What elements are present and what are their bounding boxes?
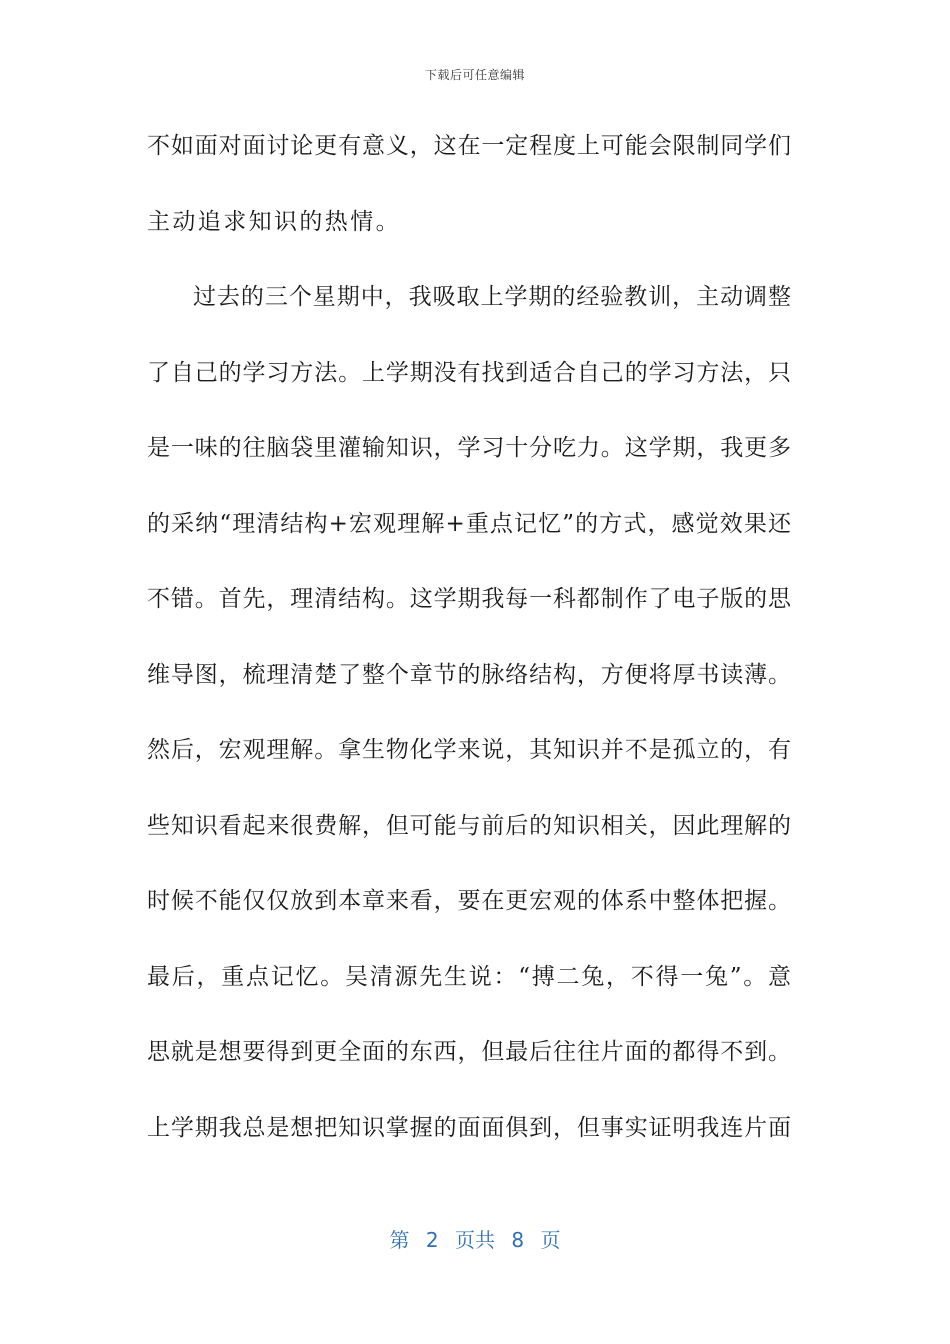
text-line: 不错。首先，理清结构。这学期我每一科都制作了电子版的思: [147, 586, 791, 612]
document-body: [147, 120, 791, 1177]
page-prefix: 第: [389, 1228, 410, 1252]
text-line: 了自己的学习方法。上学期没有找到适合自己的学习方法，只: [147, 359, 791, 386]
text-line: 然后，宏观理解。拿生物化学来说，其知识并不是孤立的，有: [147, 737, 791, 763]
page-suffix: 页: [540, 1228, 561, 1252]
text-line: 最后，重点记忆。吴清源先生说：“搏二兔，不得一兔”。意: [147, 963, 791, 990]
text-line: 的采纳“理清结构+宏观理解+重点记忆”的方式，感觉效果还: [147, 510, 791, 537]
current-page-number: 2: [425, 1228, 439, 1252]
text-line: 时候不能仅仅放到本章来看，要在更宏观的体系中整体把握。: [147, 888, 791, 914]
text-line: 些知识看起来很费解，但可能与前后的知识相关，因此理解的: [147, 812, 791, 839]
text-line: 主动追求知识的热情。: [147, 208, 401, 235]
page-middle-label: 页共: [455, 1228, 495, 1252]
text-line: 维导图，梳理清楚了整个章节的脉络结构，方便将厚书读薄。: [147, 661, 791, 688]
page-number-footer: [0, 1224, 950, 1253]
text-line: 思就是想要得到更全面的东西，但最后往往片面的都得不到。: [147, 1039, 791, 1065]
paragraph-start-line: 过去的三个星期中，我吸取上学期的经验教训，主动调整: [193, 284, 791, 310]
total-pages-number: 8: [511, 1228, 525, 1252]
text-line: 是一味的往脑袋里灌输知识，学习十分吃力。这学期，我更多: [147, 435, 791, 461]
text-line: 不如面对面讨论更有意义，这在一定程度上可能会限制同学们: [147, 133, 791, 159]
page-header-note: 下载后可任意编辑: [424, 68, 525, 82]
text-line: 上学期我总是想把知识掌握的面面俱到，但事实证明我连片面: [147, 1114, 791, 1141]
